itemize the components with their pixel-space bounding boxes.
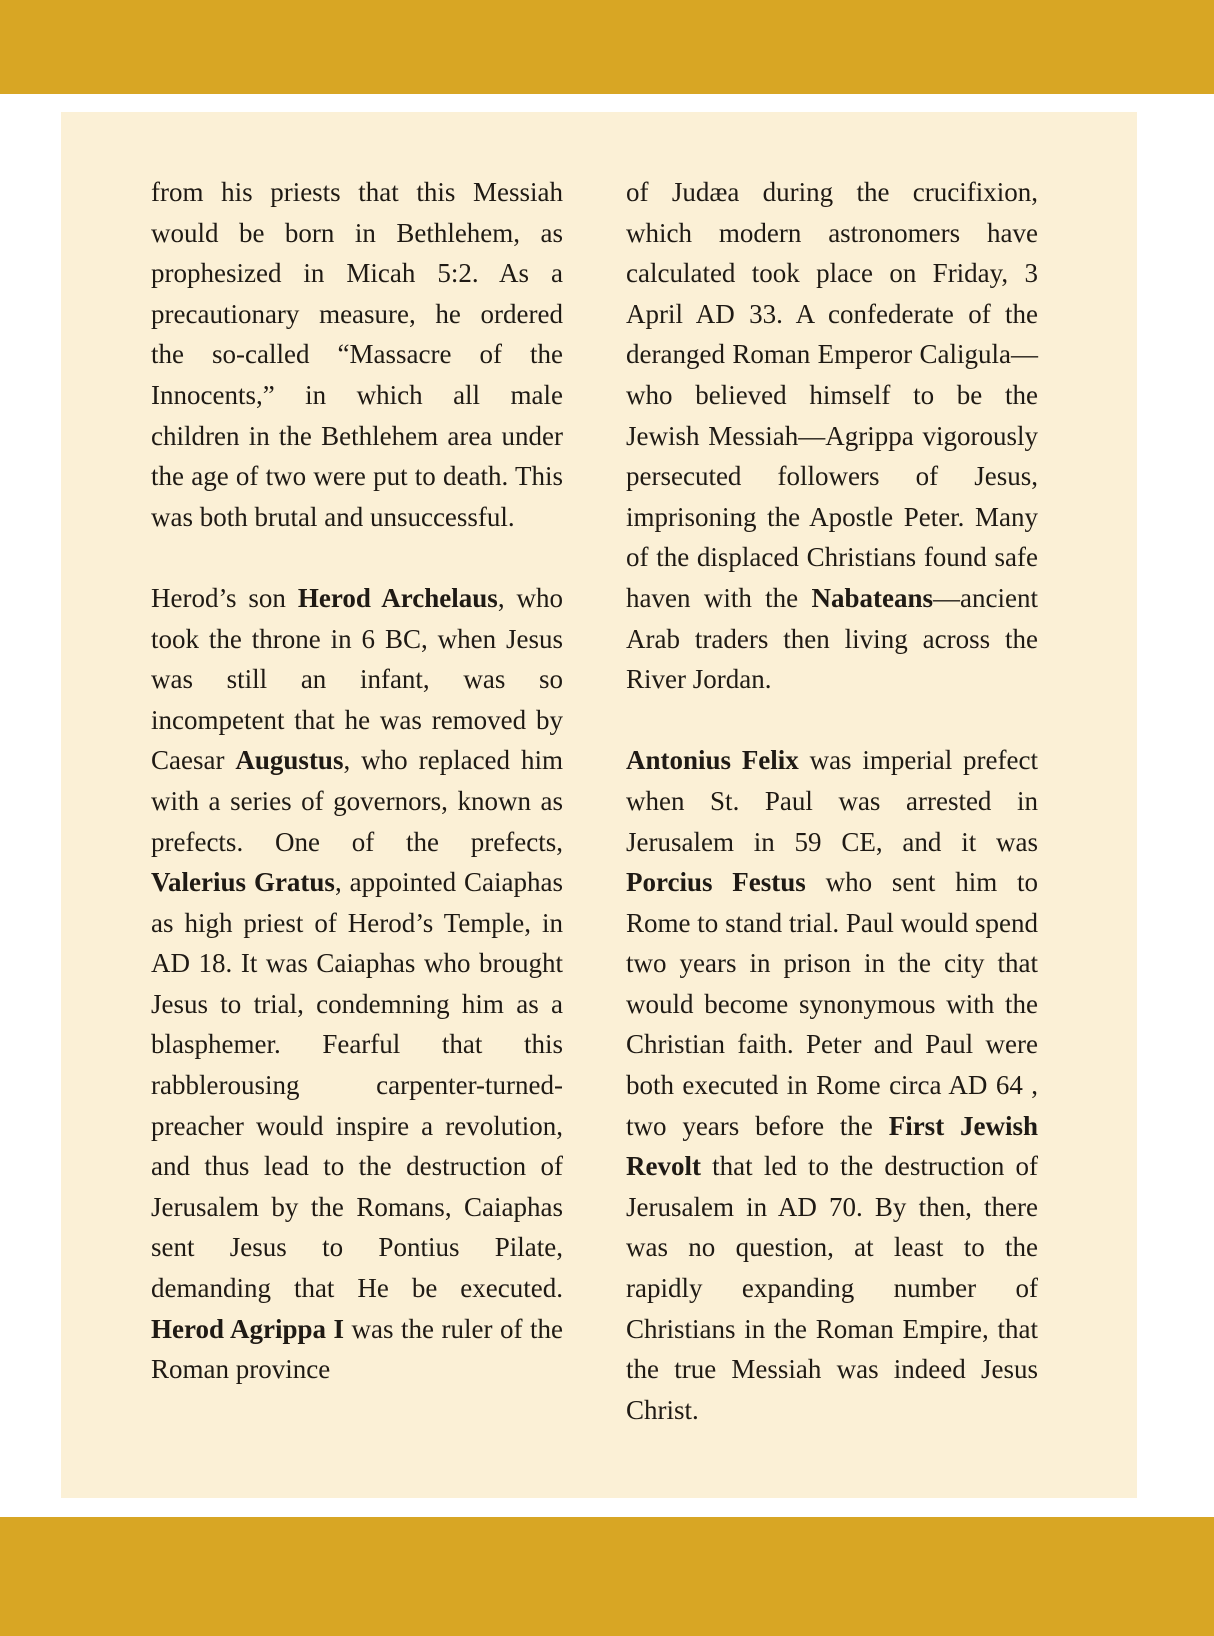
bottom-gold-band: [0, 1517, 1214, 1636]
left-column: [151, 172, 563, 1390]
bold-name-first-jewish-revolt: First Jewish Revolt: [626, 1110, 1039, 1182]
left-paragraph-1: from his priests that this Messiah would be born in Bethlehem, as prophesized in Micah 5:2. As a precautionary measure, he ordered the so-called “Massacre of the Innocents,” in which all male children in the Bethlehem area under the age of two were put to death. This was both brutal and unsuccessful.: [151, 177, 563, 532]
text-run: of Judæa during the crucifixion, which modern astronomers have calculated took place on Friday, 3 April AD 33. A confederate of the deranged Roman Emperor Caligula—who believed himself to be the Jewish Messiah—Agrippa vigorously persecuted followers of Jesus, imprisoning the Apostle Peter. Many of the displaced Christians found safe haven with the: [626, 177, 1038, 613]
text-run: , appointed Caiaphas as high priest of Herod’s Temple, in AD 18. It was Caiaphas who brought Jesus to trial, condemning him as a blasphemer. Fearful that this rabblerousing carpenter-turned-preacher would inspire a revolution, and thus lead to the destruction of Jerusalem by the Romans, Caiaphas sent Jesus to Pontius Pilate, demanding that He be executed.: [151, 867, 563, 1304]
text-panel: [61, 112, 1137, 1498]
bold-name-herod-agrippa: Herod Agrippa I: [151, 1313, 345, 1344]
bold-name-antonius-felix: Antonius Felix: [626, 745, 799, 776]
text-run: was the ruler of the Roman province: [151, 1313, 563, 1385]
bold-name-porcius-festus: Porcius Festus: [626, 867, 806, 898]
text-run: that led to the destruction of Jerusalem in AD 70. By then, there was no question, at least to the rapidly expanding number of Christians in the Roman Empire, that the true Messiah was indeed Jesus Christ.: [626, 1151, 1038, 1425]
left-paragraph-2: [151, 578, 563, 1390]
right-paragraph-2: [626, 740, 1038, 1430]
top-gold-band: [0, 0, 1214, 94]
right-column: [626, 172, 1038, 1430]
bold-name-herod-archelaus: Herod Archelaus: [297, 582, 498, 613]
text-run: , who replaced him with a series of governors, known as prefects. One of the prefects,: [151, 745, 563, 857]
right-paragraph-1: [626, 172, 1038, 700]
text-run: —ancient Arab traders then living across the River Jordan.: [626, 582, 1038, 695]
text-run: , who took the throne in 6 BC, when Jesus was still an infant, was so incompetent that he was removed by Caesar: [151, 582, 563, 776]
bold-name-nabateans: Nabateans: [811, 582, 934, 613]
text-run: Herod’s son: [151, 582, 298, 613]
text-run: was imperial prefect when St. Paul was arrested in Jerusalem in 59 CE, and it was: [626, 745, 1038, 857]
bold-name-augustus: Augustus: [235, 745, 344, 776]
text-run: who sent him to Rome to stand trial. Paul would spend two years in prison in the city that would become synonymous with the Christian faith. Peter and Paul were both executed in Rome circa AD 64 , two years before the: [626, 867, 1038, 1141]
bold-name-valerius-gratus: Valerius Gratus: [151, 867, 335, 898]
